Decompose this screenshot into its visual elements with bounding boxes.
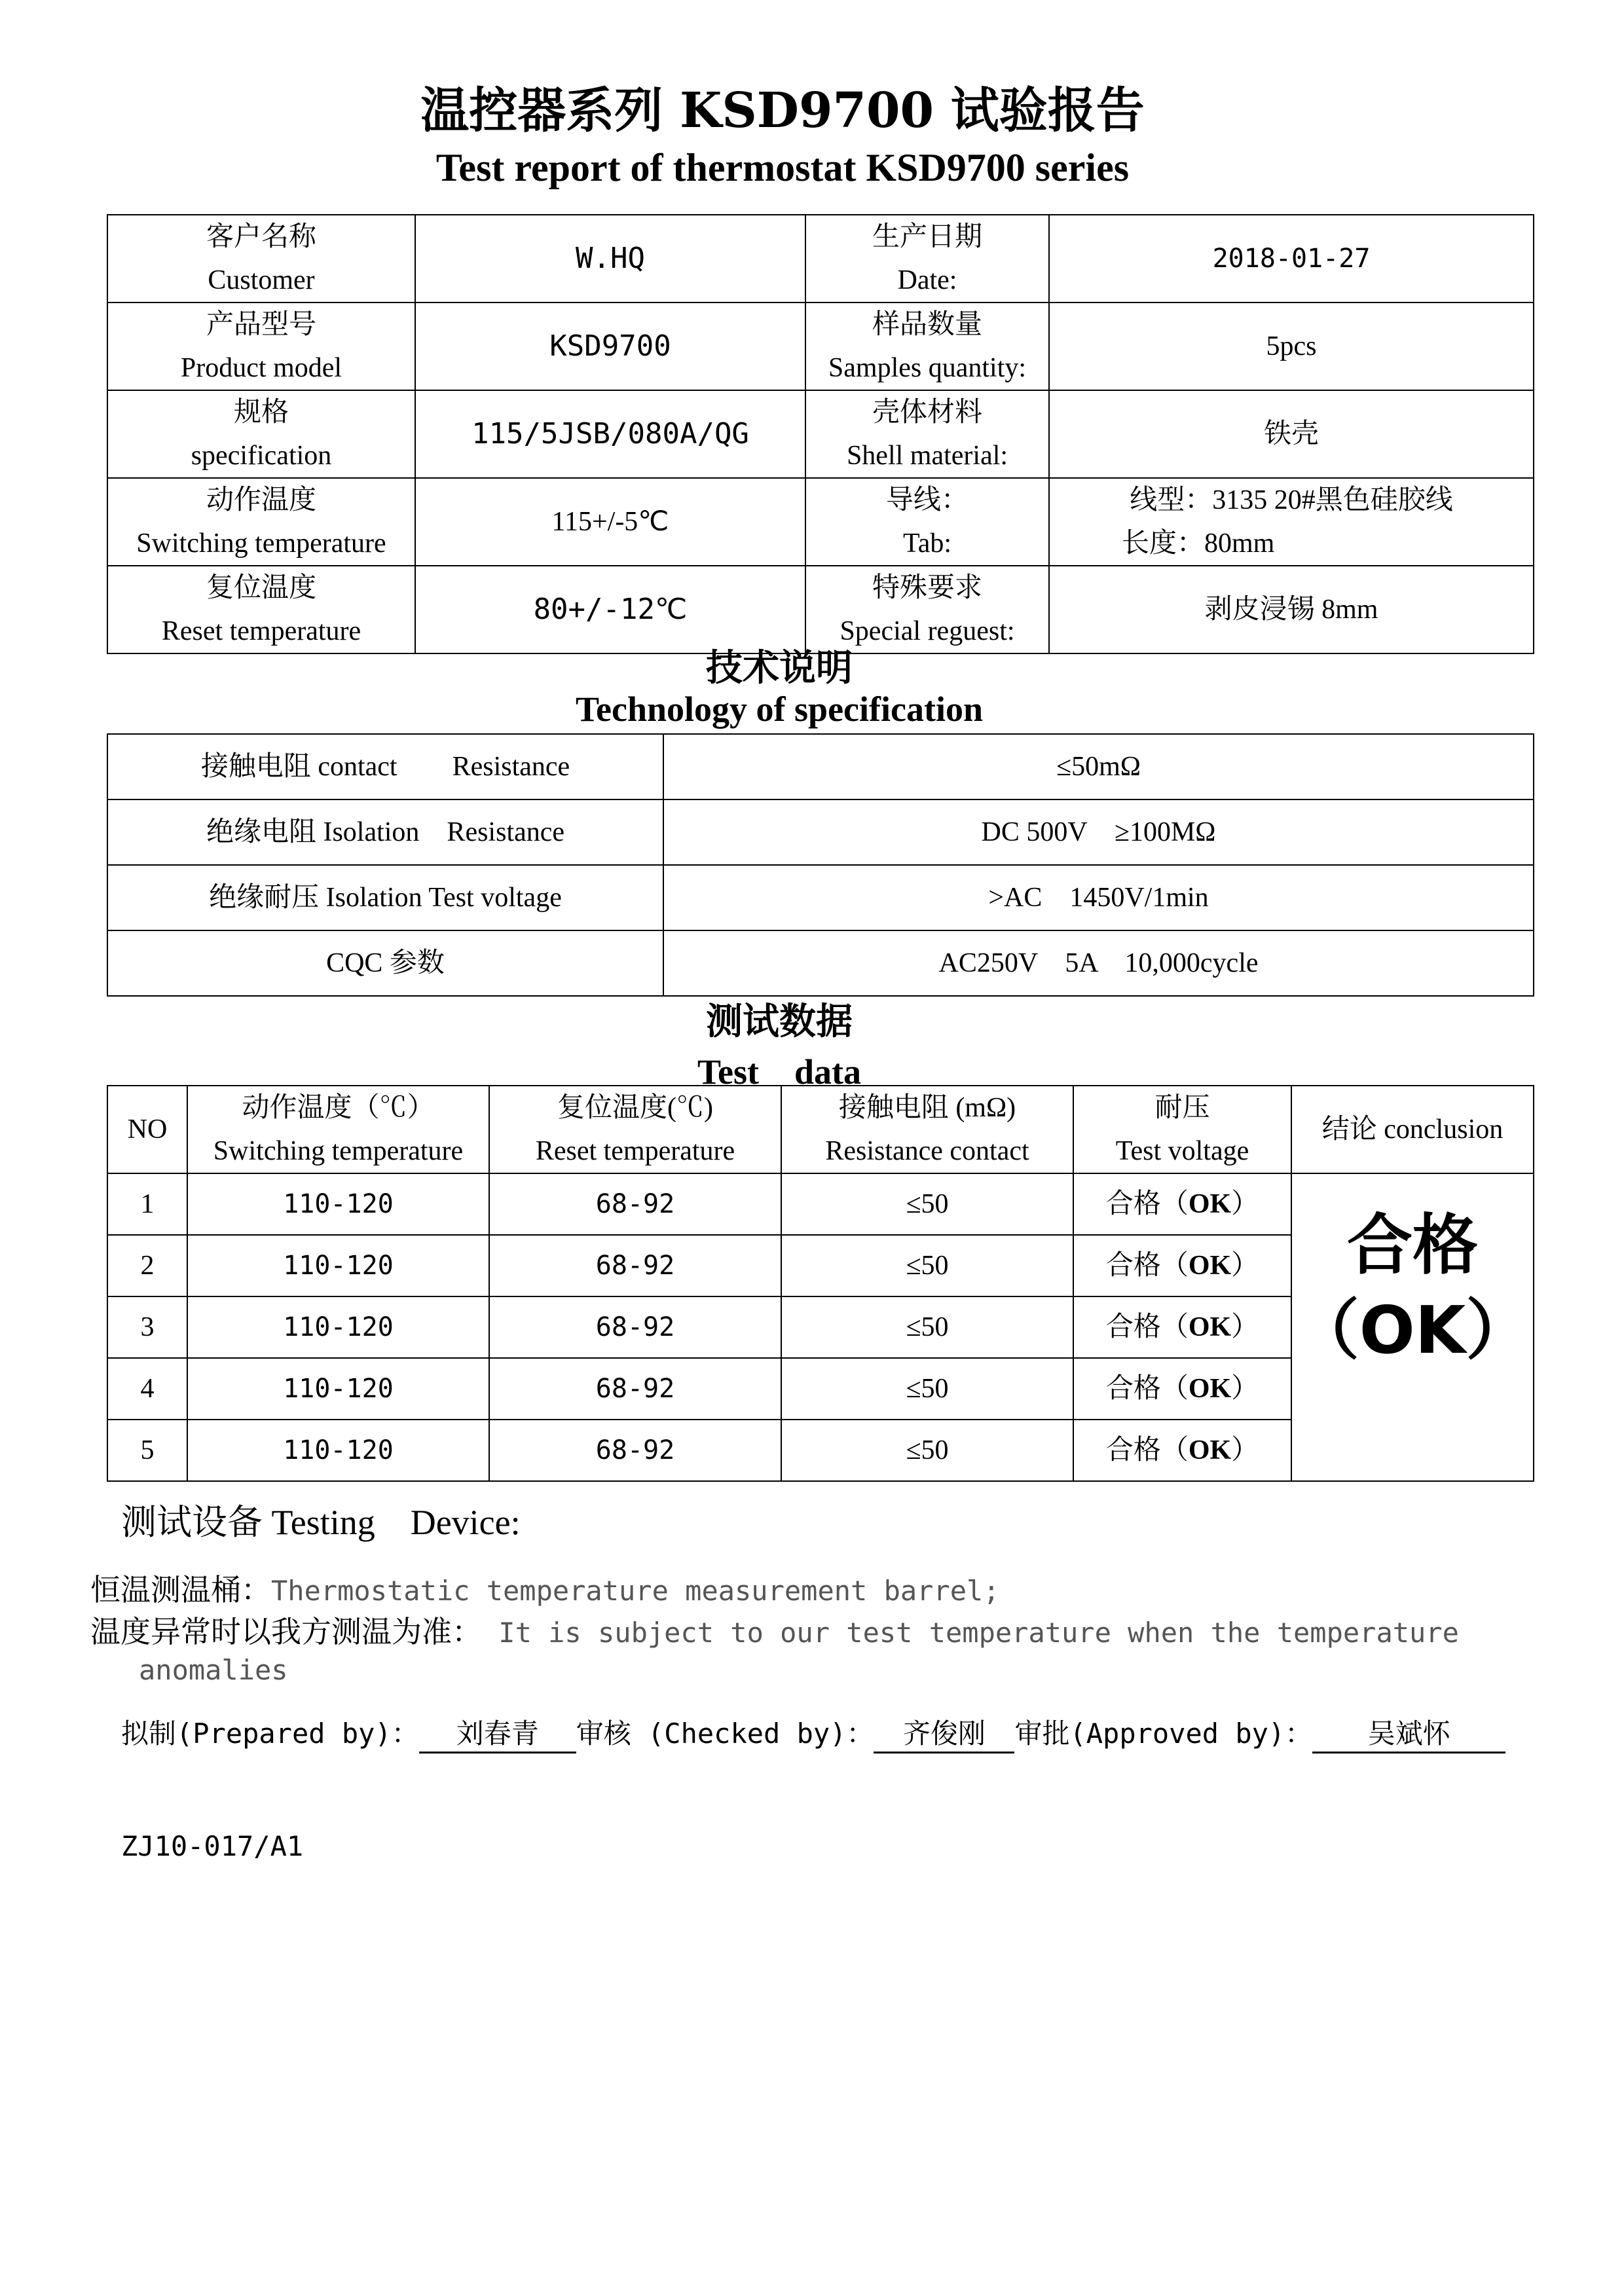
- customer-value: W.HQ: [415, 215, 805, 303]
- header-reset: 复位温度(℃) Reset temperature: [489, 1086, 781, 1173]
- tech-name: 绝缘电阻 Isolation Resistance: [107, 799, 663, 865]
- tech-row: [107, 799, 1534, 865]
- note-barrel: 恒温测温桶：Thermostatic temperature measurement barrel;: [90, 1572, 1000, 1607]
- header-conclusion: 结论 conclusion: [1291, 1086, 1534, 1173]
- reset-value: 80+/-12℃: [415, 566, 805, 653]
- row-switching: 110-120: [187, 1235, 489, 1296]
- checked-by-name: 齐俊刚: [874, 1712, 1014, 1753]
- info-label-shell: 壳体材料 Shell material:: [805, 390, 1049, 478]
- date-value: 2018-01-27: [1049, 215, 1534, 303]
- info-label-date: 生产日期 Date:: [805, 215, 1049, 303]
- quantity-value: 5pcs: [1049, 303, 1534, 390]
- row-switching: 110-120: [187, 1173, 489, 1235]
- document-code: ZJ10-017/A1: [121, 1830, 304, 1862]
- tech-value: ≤50mΩ: [663, 734, 1534, 799]
- info-row-model: [107, 303, 1534, 390]
- tech-value: AC250V 5A 10,000cycle: [663, 930, 1534, 996]
- info-label-tab: 导线： Tab:: [805, 478, 1049, 566]
- row-no: 3: [107, 1296, 187, 1358]
- table-row: [107, 1173, 1534, 1235]
- tech-row: [107, 865, 1534, 930]
- tab-value: 线型：3135 20#黑色硅胶线 长度：80mm: [1049, 478, 1534, 566]
- info-row-spec: [107, 390, 1534, 478]
- report-title-cn: 温控器系列 KSD9700 试验报告: [420, 83, 1145, 139]
- test-title-cn: 测试数据: [706, 1000, 853, 1043]
- tech-table: [107, 733, 1534, 997]
- tech-name: CQC 参数: [107, 930, 663, 996]
- row-voltage: 合格（OK）: [1073, 1235, 1291, 1296]
- row-voltage: 合格（OK）: [1073, 1358, 1291, 1420]
- header-voltage: 耐压 Test voltage: [1073, 1086, 1291, 1173]
- header-switching: 动作温度（℃） Switching temperature: [187, 1086, 489, 1173]
- row-voltage: 合格（OK）: [1073, 1420, 1291, 1481]
- header-resistance: 接触电阻 (mΩ) Resistance contact: [781, 1086, 1073, 1173]
- info-label-customer: 客户名称 Customer: [107, 215, 415, 303]
- info-table: [107, 214, 1534, 654]
- row-voltage: 合格（OK）: [1073, 1296, 1291, 1358]
- row-no: 5: [107, 1420, 187, 1481]
- info-row-customer: [107, 215, 1534, 303]
- report-title-en: Test report of thermostat KSD9700 series: [435, 146, 1130, 189]
- tech-row: [107, 930, 1534, 996]
- conclusion-cell: [1291, 1173, 1534, 1481]
- note-temperature: 温度异常时以我方测温为准： It is subject to our test temperature when the temperature: [90, 1614, 1459, 1649]
- header-no: NO: [107, 1086, 187, 1173]
- info-label-switching: 动作温度 Switching temperature: [107, 478, 415, 566]
- tech-title-cn: 技术说明: [706, 646, 853, 689]
- row-resistance: ≤50: [781, 1420, 1073, 1481]
- row-switching: 110-120: [187, 1420, 489, 1481]
- info-label-quantity: 样品数量 Samples quantity:: [805, 303, 1049, 390]
- row-resistance: ≤50: [781, 1235, 1073, 1296]
- note-temperature-cont: anomalies: [139, 1654, 288, 1686]
- test-data-table: [107, 1085, 1534, 1482]
- row-reset: 68-92: [489, 1420, 781, 1481]
- info-label-model: 产品型号 Product model: [107, 303, 415, 390]
- info-row-switching: [107, 478, 1534, 566]
- row-no: 1: [107, 1173, 187, 1235]
- tech-row: [107, 734, 1534, 799]
- row-reset: 68-92: [489, 1173, 781, 1235]
- conclusion-pass: 合格: [1347, 1207, 1478, 1283]
- special-value: 剥皮浸锡 8mm: [1049, 566, 1534, 653]
- tech-value: DC 500V ≥100MΩ: [663, 799, 1534, 865]
- row-resistance: ≤50: [781, 1358, 1073, 1420]
- testing-device-label: 测试设备 Testing Device:: [121, 1503, 521, 1542]
- switching-value: 115+/-5℃: [415, 478, 805, 566]
- tech-value: >AC 1450V/1min: [663, 865, 1534, 930]
- row-resistance: ≤50: [781, 1296, 1073, 1358]
- row-resistance: ≤50: [781, 1173, 1073, 1235]
- tech-title-en: Technology of specification: [575, 689, 983, 729]
- model-value: KSD9700: [415, 303, 805, 390]
- row-reset: 68-92: [489, 1235, 781, 1296]
- info-label-reset: 复位温度 Reset temperature: [107, 566, 415, 653]
- row-reset: 68-92: [489, 1358, 781, 1420]
- row-voltage: 合格（OK）: [1073, 1173, 1291, 1235]
- tech-name: 绝缘耐压 Isolation Test voltage: [107, 865, 663, 930]
- signature-line: 拟制(Prepared by)： 刘春青 审核 (Checked by)： 齐俊刚 审批(Approved by)： 吴斌怀: [121, 1712, 1505, 1753]
- row-switching: 110-120: [187, 1296, 489, 1358]
- shell-value: 铁壳: [1049, 390, 1534, 478]
- row-no: 4: [107, 1358, 187, 1420]
- row-reset: 68-92: [489, 1296, 781, 1358]
- row-no: 2: [107, 1235, 187, 1296]
- approved-by-name: 吴斌怀: [1312, 1712, 1505, 1753]
- prepared-by-name: 刘春青: [419, 1712, 576, 1753]
- row-switching: 110-120: [187, 1358, 489, 1420]
- test-title-en: Test data: [697, 1052, 862, 1092]
- info-label-special: 特殊要求 Special reguest:: [805, 566, 1049, 653]
- info-label-spec: 规格 specification: [107, 390, 415, 478]
- conclusion-ok: （OK）: [1293, 1292, 1532, 1368]
- spec-value: 115/5JSB/080A/QG: [415, 390, 805, 478]
- test-header-row: [107, 1086, 1534, 1173]
- tech-name: 接触电阻 contact Resistance: [107, 734, 663, 799]
